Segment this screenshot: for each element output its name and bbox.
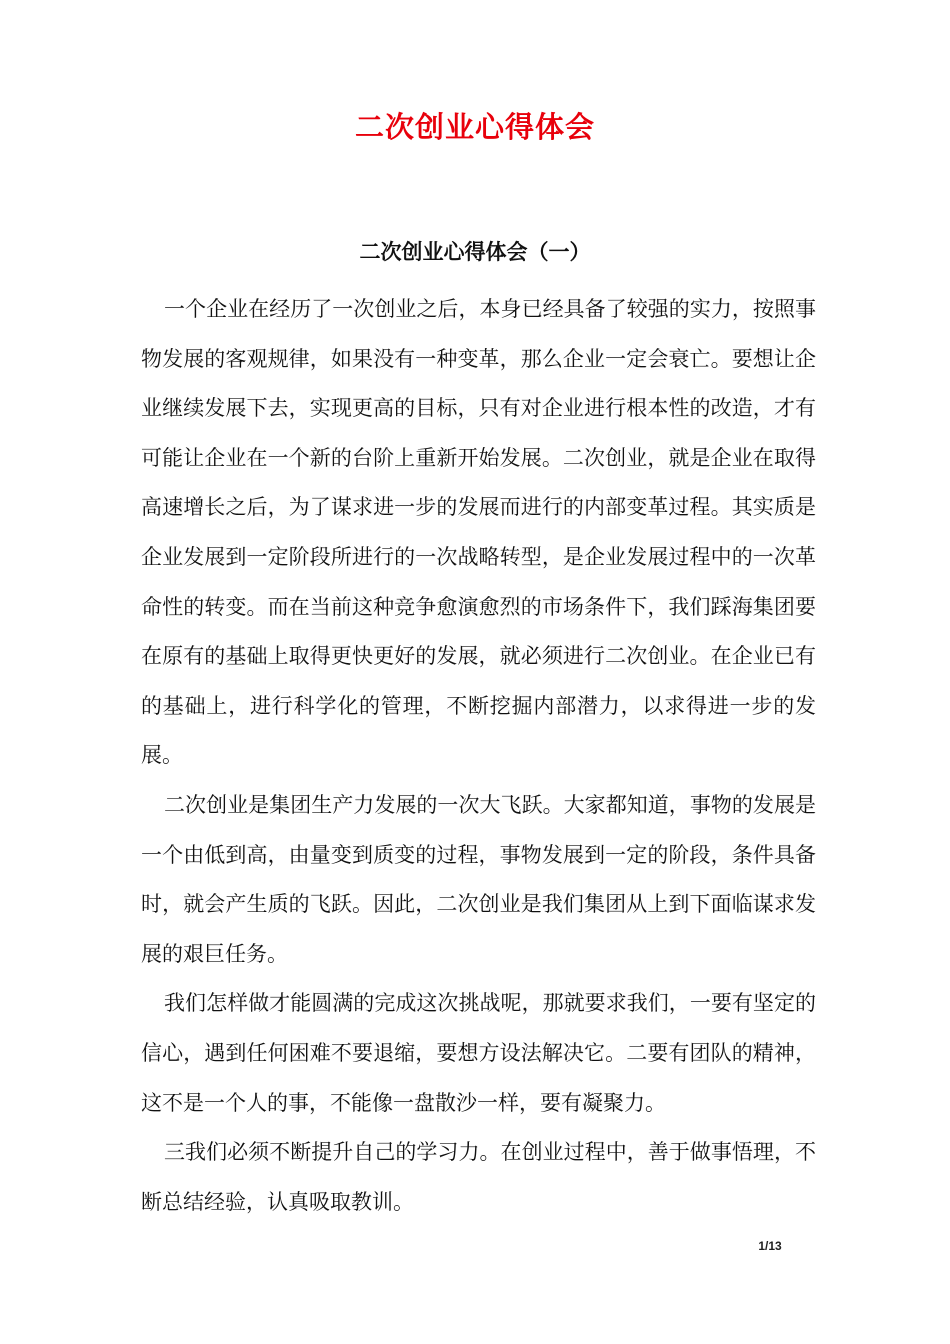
paragraph-4: 三我们必须不断提升自己的学习力。在创业过程中，善于做事悟理，不断总结经验，认真吸取教训。 <box>141 1140 816 1214</box>
paragraph-2: 二次创业是集团生产力发展的一次大飞跃。大家都知道，事物的发展是一个由低到高，由量变到质变的过程，事物发展到一定的阶段，条件具备时，就会产生质的飞跃。因此，二次创业是我们集团从上到下面临谋求发展的艰巨任务。 <box>141 792 816 966</box>
paragraph-1: 一个企业在经历了一次创业之后，本身已经具备了较强的实力，按照事物发展的客观规律，如果没有一种变革，那么企业一定会衰亡。要想让企业继续发展下去，实现更高的目标，只有对企业进行根本性的改造，才有可能让企业在一个新的台阶上重新开始发展。二次创业，就是企业在取得高速增长之后，为了谋求进一步的发展而进行的内部变革过程。其实质是企业发展到一定阶段所进行的一次战略转型，是企业发展过程中的一次革命性的转变。而在当前这种竞争愈演愈烈的市场条件下，我们踩海集团要在原有的基础上取得更快更好的发展，就必须进行二次创业。在企业已有的基础上，进行科学化的管理，不断挖掘内部潜力，以求得进一步的发展。 <box>141 297 816 768</box>
document-body <box>141 285 816 1227</box>
paragraph-3: 我们怎样做才能圆满的完成这次挑战呢，那就要求我们，一要有坚定的信心，遇到任何困难不要退缩，要想方设法解决它。二要有团队的精神，这不是一个人的事，不能像一盘散沙一样，要有凝聚力。 <box>141 991 816 1115</box>
page-number: 1/13 <box>758 1239 782 1253</box>
document-title: 二次创业心得体会 <box>354 110 595 144</box>
section-heading: 二次创业心得体会（一） <box>359 239 591 264</box>
